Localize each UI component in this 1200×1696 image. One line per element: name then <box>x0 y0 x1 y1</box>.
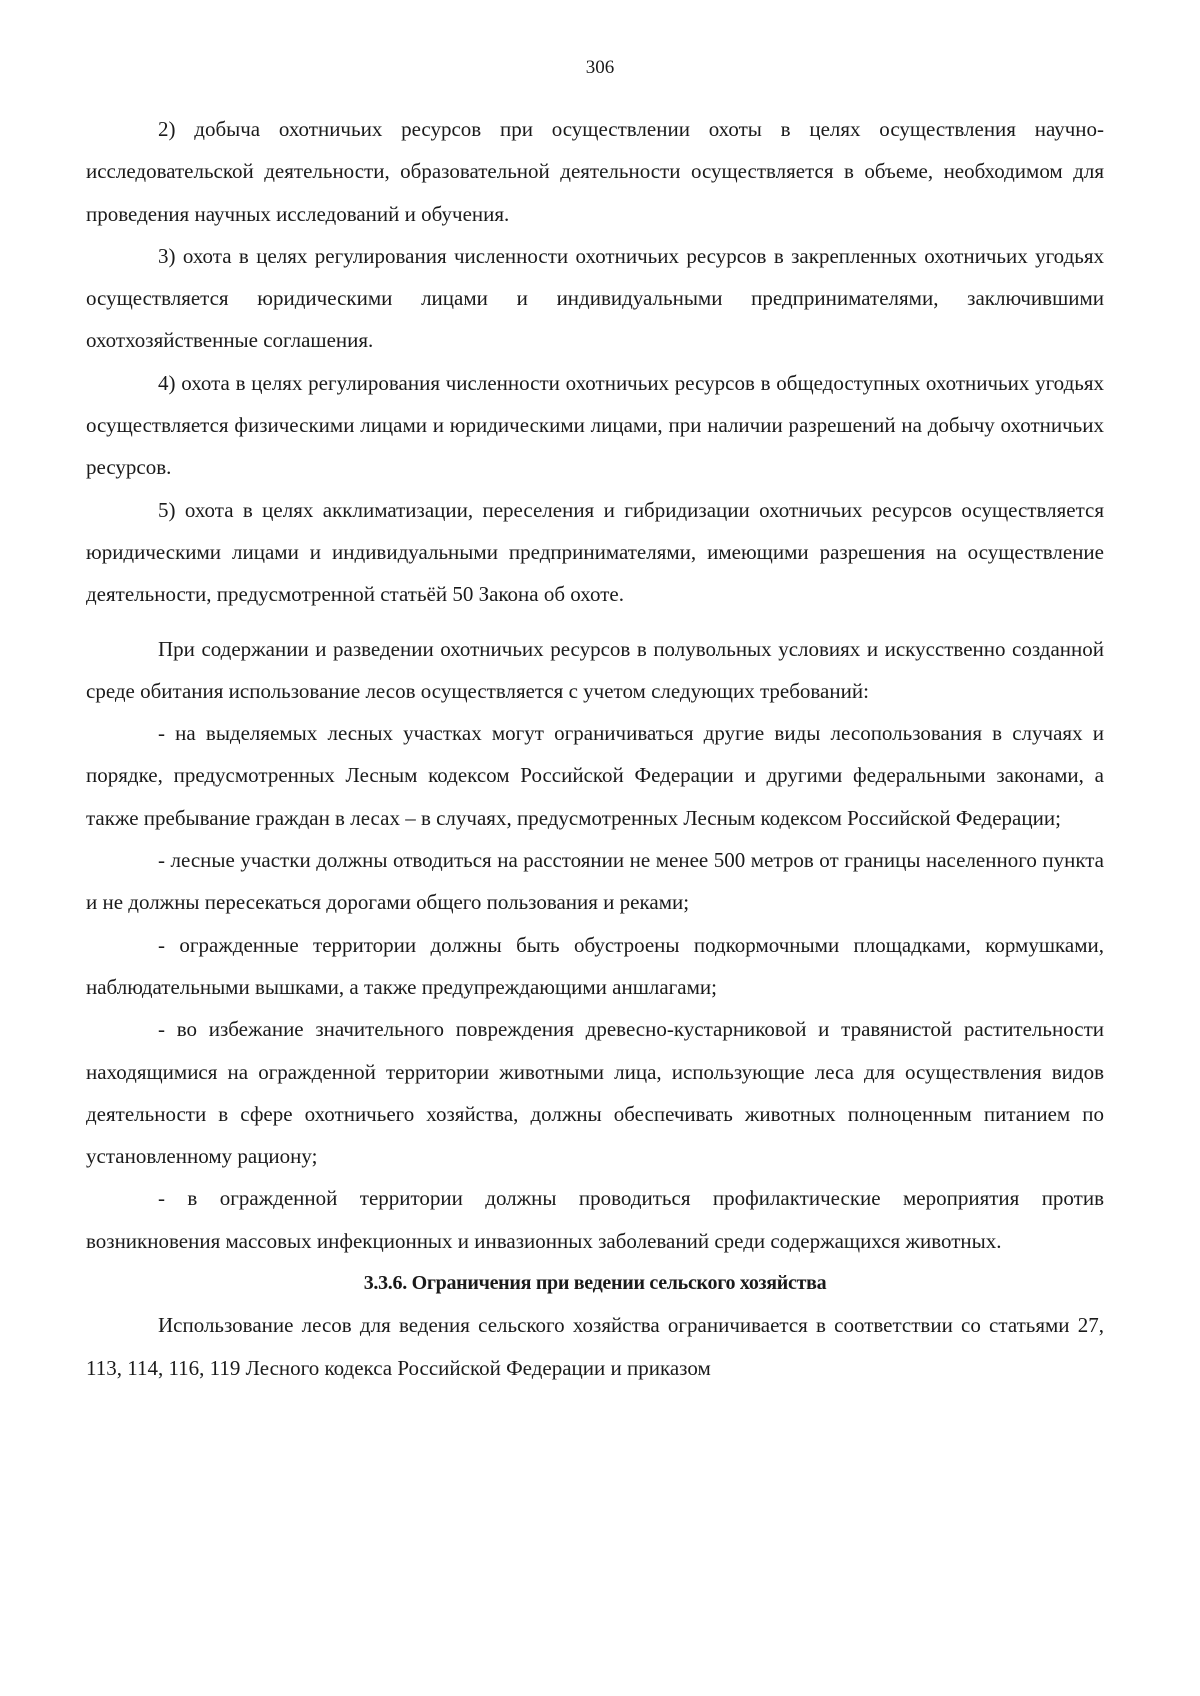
requirement-item-restrictions: - на выделяемых лесных участках могут ограничиваться другие виды лесопользования в случаях и порядке, предусмотренных Лесным кодексом Российской Федерации и другими федеральными законами, а также пребывание граждан в лесах – в случаях, предусмотренных Лесным кодексом Российской Федерации; <box>86 721 1104 830</box>
requirement-item-distance: - лесные участки должны отводиться на расстоянии не менее 500 метров от границы населенного пункта и не должны пересекаться дорогами общего пользования и реками; <box>86 848 1104 915</box>
document-body <box>86 108 1104 1389</box>
paragraph-item-4: 4) охота в целях регулирования численности охотничьих ресурсов в общедоступных охотничьих угодьях осуществляется физическими лицами и юридическими лицами, при наличии разрешений на добычу охотничьих ресурсов. <box>86 370 1104 480</box>
paragraph-requirements-intro: При содержании и разведении охотничьих ресурсов в полувольных условиях и искусственно созданной среде обитания использование лесов осуществляется с учетом следующих требований: <box>86 636 1104 703</box>
requirement-item-prevention: - в огражденной территории должны проводиться профилактические мероприятия против возникновения массовых инфекционных и инвазионных заболеваний среди содержащихся животных. <box>86 1186 1104 1253</box>
page-number: 306 <box>585 57 615 78</box>
requirement-item-feeding: - во избежание значительного повреждения древесно-кустарниковой и травянистой растительности находящимися на огражденной территории животными лица, использующие леса для осуществления видов деятельности в сфере охотничьего хозяйства, должны обеспечивать животных полноценным питанием по установленному рациону; <box>86 1017 1104 1169</box>
paragraph-item-3: 3) охота в целях регулирования численности охотничьих ресурсов в закрепленных охотничьих угодьях осуществляется юридическими лицами и индивидуальными предпринимателями, заключившими охотхозяйственные соглашения. <box>86 243 1104 353</box>
paragraph-item-5: 5) охота в целях акклиматизации, переселения и гибридизации охотничьих ресурсов осуществляется юридическими лицами и индивидуальными предпринимателями, имеющими разрешения на осуществление деятельности, предусмотренной статьёй 50 Закона об охоте. <box>86 497 1104 607</box>
section-heading: 3.3.6. Ограничения при ведении сельского хозяйства <box>363 1272 827 1295</box>
requirement-item-equipment: - огражденные территории должны быть обустроены подкормочными площадками, кормушками, наблюдательными вышками, а также предупреждающими аншлагами; <box>86 932 1104 999</box>
section-paragraph: Использование лесов для ведения сельского хозяйства ограничивается в соответствии со статьями 27, 113, 114, 116, 119 Лесного кодекса Российской Федерации и приказом <box>86 1313 1104 1380</box>
paragraph-item-2: 2) добыча охотничьих ресурсов при осуществлении охоты в целях осуществления научно-исследовательской деятельности, образовательной деятельности осуществляется в объеме, необходимом для проведения научных исследований и обучения. <box>86 117 1104 226</box>
